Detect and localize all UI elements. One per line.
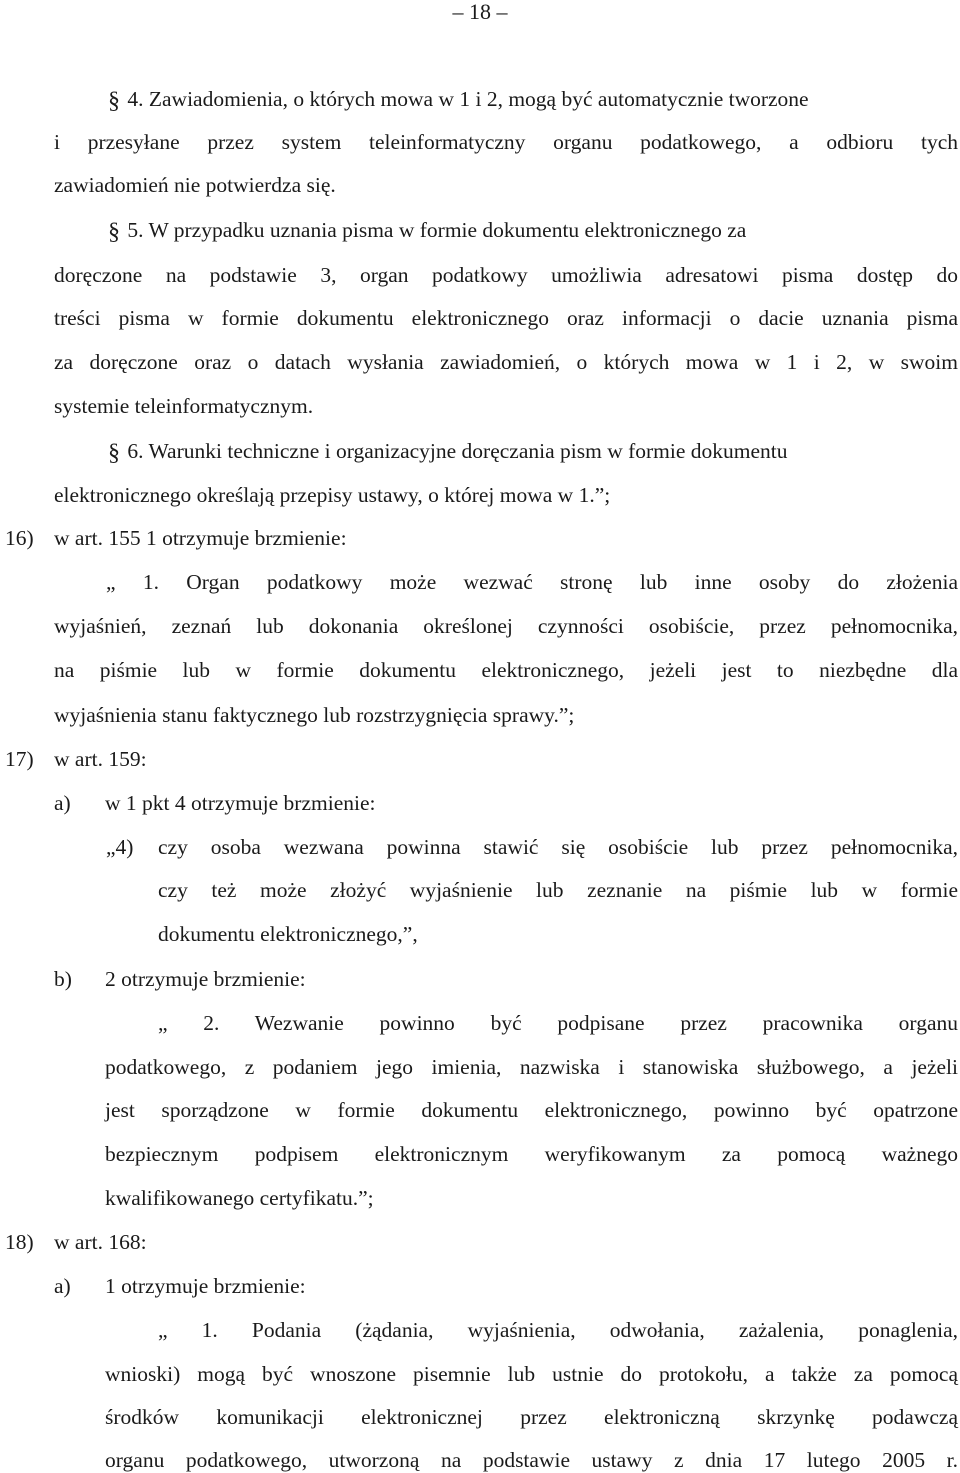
item-18-text: w art. 168: xyxy=(54,1230,147,1254)
art168-line-4: organu podatkowego, utworzoną na podstawie ustawy z dnia 17 lutego 2005 r. xyxy=(105,1448,958,1472)
art168-line-2: wnioski) mogą być wnoszone pisemnie lub ustnie do protokołu, a także za pomocą xyxy=(105,1362,958,1386)
item-18-number: 18) xyxy=(5,1230,34,1254)
paragraph-4-line-3: zawiadomień nie potwierdza się. xyxy=(54,173,336,197)
item-17a-letter: a) xyxy=(54,791,71,815)
art155-line-4: wyjaśnienia stanu faktycznego lub rozstrzygnięcia sprawy.”; xyxy=(54,703,575,727)
par2-line-5: kwalifikowanego certyfikatu.”; xyxy=(105,1186,374,1210)
item-17a-text: w 1 pkt 4 otrzymuje brzmienie: xyxy=(105,791,376,815)
page-number: – 18 – xyxy=(452,0,508,24)
art155-line-1: „ 1. Organ podatkowy może wezwać stronę lub inne osoby do złożenia xyxy=(106,570,958,594)
item-17-text: w art. 159: xyxy=(54,747,147,771)
paragraph-4-line-2: i przesyłane przez system teleinformatyczny organu podatkowego, a odbioru tych xyxy=(54,130,958,154)
paragraph-5-line-4: za doręczone oraz o datach wysłania zawiadomień, o których mowa w 1 i 2, w swoim xyxy=(54,350,958,374)
paragraph-5-line-2: doręczone na podstawie 3, organ podatkowy umożliwia adresatowi pisma dostęp do xyxy=(54,263,958,287)
paragraph-6-line-1: § 6. Warunki techniczne i organizacyjne doręczania pism w formie dokumentu xyxy=(108,439,788,466)
paragraph-5-line-3: treści pisma w formie dokumentu elektronicznego oraz informacji o dacie uznania pisma xyxy=(54,306,958,330)
paragraph-5-line-1: § 5. W przypadku uznania pisma w formie dokumentu elektronicznego za xyxy=(108,218,747,245)
paragraph-5-line-5: systemie teleinformatycznym. xyxy=(54,394,314,418)
paragraph-4-line-1: § 4. Zawiadomienia, o których mowa w 1 i 2, mogą być automatycznie tworzone xyxy=(108,87,809,114)
section-sign-icon: § xyxy=(108,88,120,114)
paragraph-6-line-2: elektronicznego określają przepisy ustawy, o której mowa w 1.”; xyxy=(54,483,611,507)
section-sign-icon: § xyxy=(108,219,120,245)
art168-line-1: „ 1. Podania (żądania, wyjaśnienia, odwołania, zażalenia, ponaglenia, xyxy=(158,1318,958,1342)
item-16-number: 16) xyxy=(5,526,34,550)
item-16-text: w art. 155 1 otrzymuje brzmienie: xyxy=(54,526,347,550)
item-17b-letter: b) xyxy=(54,967,72,991)
pkt4-number: „4) xyxy=(106,835,134,859)
par2-line-4: bezpiecznym podpisem elektronicznym weryfikowanym za pomocą ważnego xyxy=(105,1142,958,1166)
par2-line-1: „ 2. Wezwanie powinno być podpisane przez pracownika organu xyxy=(158,1011,958,1035)
par2-line-2: podatkowego, z podaniem jego imienia, nazwiska i stanowiska służbowego, a jeżeli xyxy=(105,1055,958,1079)
pkt4-line-3: dokumentu elektronicznego,”, xyxy=(158,922,418,946)
item-18a-letter: a) xyxy=(54,1274,71,1298)
item-17-number: 17) xyxy=(5,747,34,771)
art155-line-3: na piśmie lub w formie dokumentu elektronicznego, jeżeli jest to niezbędne dla xyxy=(54,658,958,682)
par2-line-3: jest sporządzone w formie dokumentu elektronicznego, powinno być opatrzone xyxy=(105,1098,958,1122)
item-17b-text: 2 otrzymuje brzmienie: xyxy=(105,967,306,991)
section-sign-icon: § xyxy=(108,440,120,466)
art155-line-2: wyjaśnień, zeznań lub dokonania określonej czynności osobiście, przez pełnomocnika, xyxy=(54,614,958,638)
item-18a-text: 1 otrzymuje brzmienie: xyxy=(105,1274,306,1298)
pkt4-line-1: czy osoba wezwana powinna stawić się osobiście lub przez pełnomocnika, xyxy=(158,835,958,859)
art168-line-3: środków komunikacji elektronicznej przez elektroniczną skrzynkę podawczą xyxy=(105,1405,958,1429)
pkt4-line-2: czy też może złożyć wyjaśnienie lub zeznanie na piśmie lub w formie xyxy=(158,878,958,902)
